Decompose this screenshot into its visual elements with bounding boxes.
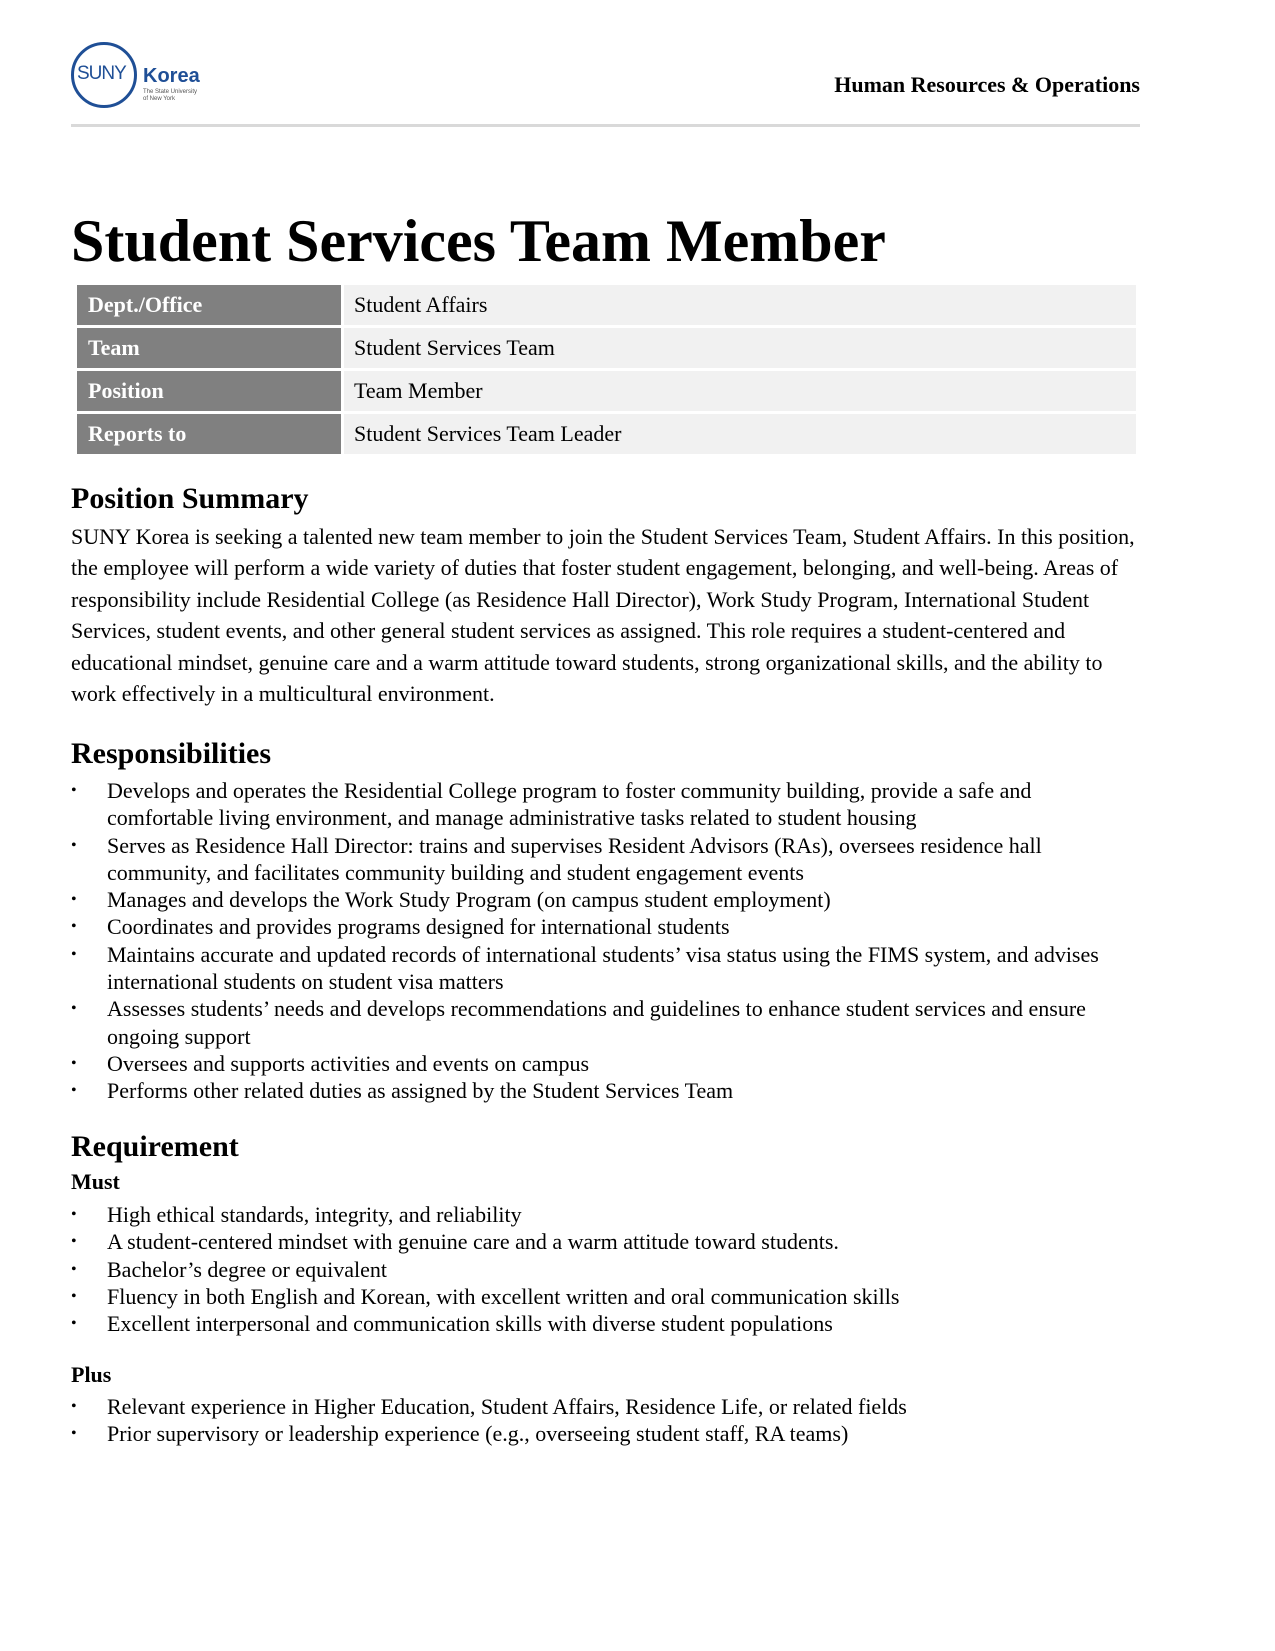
list-item [71, 886, 1143, 913]
logo-subtitle-line1: The State University [143, 89, 198, 95]
logo-subtitle-line2: of New York [143, 96, 176, 102]
table-row [77, 414, 1136, 457]
bullet-icon: • [71, 1398, 77, 1415]
list-item-text: Coordinates and provides programs designed for international students [107, 914, 730, 940]
list-item-text: Excellent interpersonal and communication skills with diverse student populations [107, 1311, 833, 1337]
list-item-text: Assesses students’ needs and develops recommendations and guidelines to enhance student services and ensure ongoing support [107, 996, 1086, 1049]
bullet-icon: • [71, 1287, 77, 1305]
row-value: Team Member [344, 371, 1136, 414]
logo-subtitle [143, 89, 197, 103]
row-label: Reports to [77, 414, 344, 457]
table-row [77, 328, 1136, 371]
list-item-text: Manages and develops the Work Study Program (on campus student employment) [107, 887, 831, 913]
row-value: Student Services Team Leader [344, 414, 1136, 457]
list-item [71, 995, 1143, 1050]
row-label: Team [77, 328, 344, 371]
list-item [71, 913, 1143, 940]
plus-requirements-list [71, 1393, 1143, 1448]
list-item [71, 1077, 1143, 1104]
list-item [71, 1228, 1143, 1255]
bullet-icon: • [71, 836, 77, 854]
responsibilities-heading: Responsibilities [71, 737, 272, 770]
must-subheading: Must [71, 1169, 120, 1194]
list-item-text: A student-centered mindset with genuine care and a warm attitude toward students. [107, 1229, 839, 1255]
list-item-text: Prior supervisory or leadership experience (e.g., overseeing student staff, RA teams) [107, 1421, 849, 1447]
suny-korea-logo [71, 42, 211, 112]
position-info-table [77, 285, 1136, 457]
list-item [71, 1420, 1143, 1447]
bullet-icon: • [71, 1425, 77, 1443]
list-item-text: Serves as Residence Hall Director: trains and supervises Resident Advisors (RAs), oversees residence hall community, and facilitates community building and student engagement events [107, 832, 1042, 885]
plus-subheading: Plus [71, 1362, 112, 1387]
list-item-text: High ethical standards, integrity, and reliability [107, 1202, 522, 1227]
bullet-icon: • [71, 1233, 77, 1251]
logo-suny-text: SUNY [77, 63, 126, 84]
list-item-text: Oversees and supports activities and events on campus [107, 1050, 590, 1076]
row-value: Student Affairs [344, 285, 1136, 328]
page-header [71, 40, 1140, 127]
position-summary-heading: Position Summary [71, 482, 309, 515]
bullet-icon: • [71, 782, 77, 799]
list-item [71, 1393, 1143, 1420]
department-name: Human Resources & Operations [834, 72, 1140, 97]
responsibilities-list [71, 777, 1143, 1105]
requirement-heading: Requirement [71, 1130, 239, 1163]
position-summary-text: SUNY Korea is seeking a talented new team member to join the Student Services Team, Student Affairs. In this position, the employee will perform a wide variety of duties that foster student engagement, belonging, and well-being. Areas of responsibility include Residential College (as Residence Hall Director), Work Study Program, International Student Services, student events, and other general student services as assigned. This role requires a student-centered and educational mindset, genuine care and a warm attitude toward students, strong organizational skills, and the ability to work effectively in a multicultural environment. [71, 524, 1135, 707]
list-item-text: Performs other related duties as assigned by the Student Services Team [107, 1078, 734, 1104]
list-item [71, 1201, 1143, 1228]
bullet-icon: • [71, 918, 77, 936]
table-row [77, 371, 1136, 414]
row-value: Student Services Team [344, 328, 1136, 371]
row-label: Position [77, 371, 344, 414]
bullet-icon: • [71, 945, 77, 963]
bullet-icon: • [71, 1082, 77, 1100]
bullet-icon: • [71, 1000, 77, 1018]
row-label: Dept./Office [77, 285, 344, 328]
list-item [71, 1256, 1143, 1283]
bullet-icon: • [71, 1206, 77, 1223]
bullet-icon: • [71, 1315, 77, 1333]
list-item [71, 777, 1143, 832]
list-item-text: Relevant experience in Higher Education, Student Affairs, Residence Life, or related fields [107, 1394, 907, 1419]
page-title: Student Services Team Member [71, 208, 886, 274]
list-item [71, 1283, 1143, 1310]
bullet-icon: • [71, 1260, 77, 1278]
list-item-text: Fluency in both English and Korean, with excellent written and oral communication skills [107, 1283, 900, 1309]
list-item [71, 941, 1143, 996]
list-item-text: Maintains accurate and updated records of international students’ visa status using the FIMS system, and advises international students on student visa matters [107, 941, 1099, 995]
list-item [71, 1310, 1143, 1337]
list-item-text: Bachelor’s degree or equivalent [107, 1256, 387, 1282]
logo-korea-text: Korea [143, 65, 200, 87]
bullet-icon: • [71, 1054, 77, 1072]
list-item [71, 1050, 1143, 1077]
list-item-text: Develops and operates the Residential College program to foster community building, provide a safe and comfortable living environment, and manage administrative tasks related to student housing [107, 778, 1032, 831]
table-row [77, 285, 1136, 328]
must-requirements-list [71, 1201, 1143, 1337]
list-item [71, 832, 1143, 887]
bullet-icon: • [71, 891, 77, 909]
